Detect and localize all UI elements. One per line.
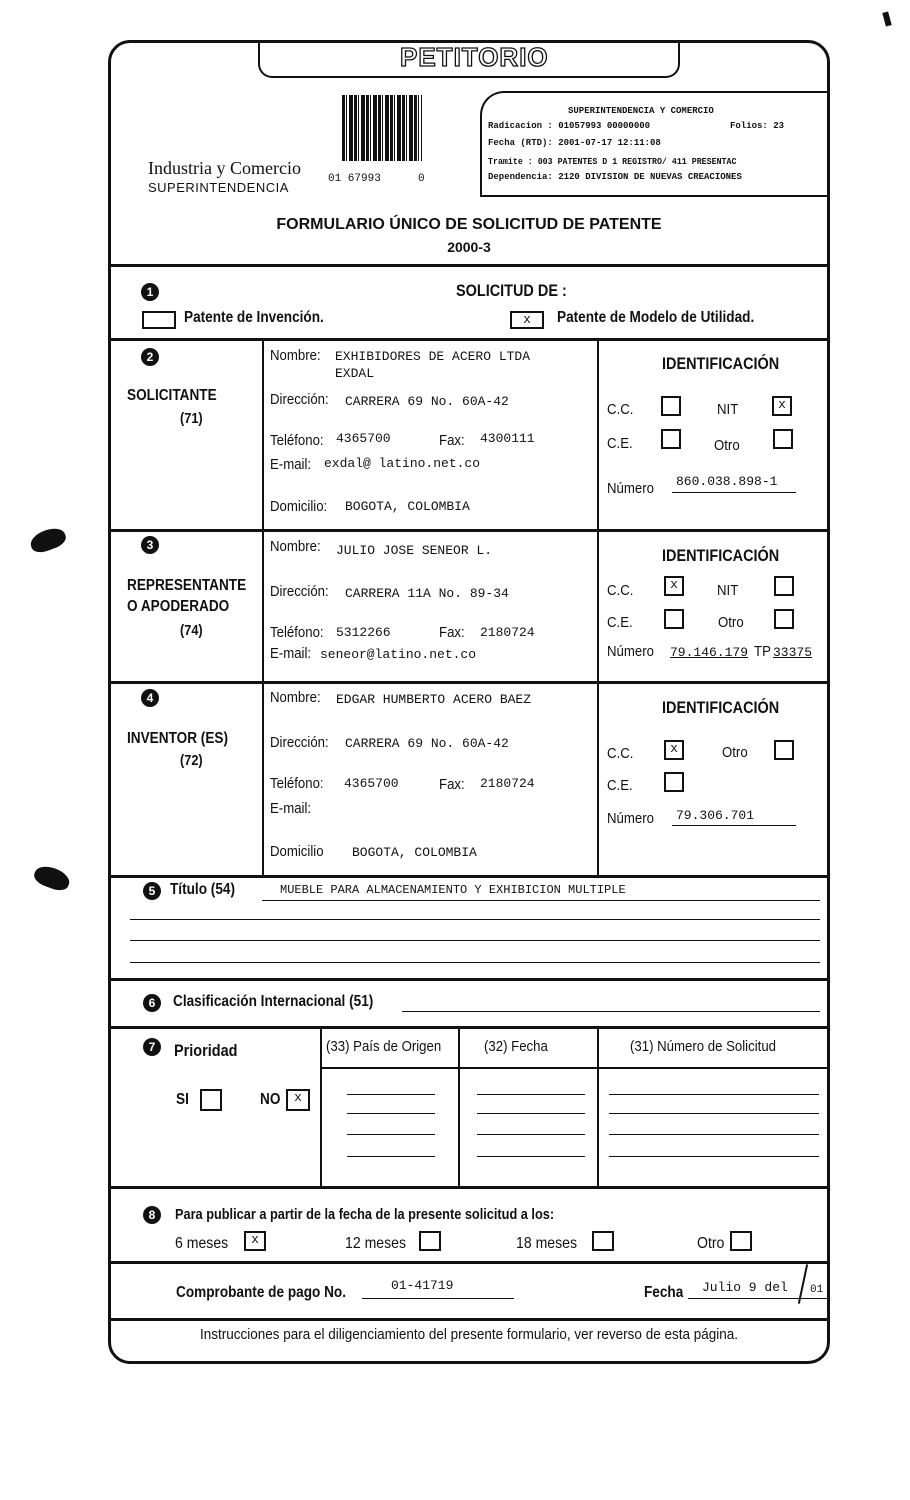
stamp-line-3: Fecha (RTD): 2001-07-17 12:11:08 [488, 138, 661, 148]
s2-otro-checkbox[interactable] [773, 429, 793, 449]
s4-cc-checkbox[interactable]: x [664, 740, 684, 760]
s2-email: exdal@ latino.net.co [324, 456, 481, 471]
s7-fecha-line-1 [477, 1094, 585, 1095]
s2-cc-label: C.C. [607, 401, 634, 418]
section-4-number: 4 [141, 689, 159, 707]
s4-otro-label: Otro [722, 744, 748, 761]
fecha-line [688, 1298, 828, 1299]
s2-fax: 4300111 [480, 431, 535, 446]
divider-s3 [108, 681, 830, 684]
corner-mark [882, 11, 891, 26]
section-8-number: 8 [143, 1206, 161, 1224]
s4-domicilio: BOGOTA, COLOMBIA [352, 845, 477, 860]
org-name: Industria y Comercio [148, 158, 301, 178]
representante-code: (74) [180, 622, 203, 639]
s3-direccion-label: Dirección: [270, 583, 329, 600]
s2-email-label: E-mail: [270, 456, 312, 473]
opt-otro-label: Otro [697, 1235, 725, 1252]
s7-col-1 [320, 1028, 322, 1186]
footer-instructions: Instrucciones para el diligenciamiento del presente formulario, ver reverso de esta página. [199, 1326, 739, 1343]
s3-telefono: 5312266 [336, 625, 391, 640]
s3-otro-label: Otro [718, 614, 744, 631]
s3-nit-label: NIT [717, 582, 739, 599]
s2-nombre-2: EXDAL [335, 366, 375, 381]
modelo-utilidad-label: Patente de Modelo de Utilidad. [557, 309, 755, 326]
divider-s5 [108, 978, 830, 981]
s2-id-title: IDENTIFICACIÓN [662, 354, 780, 373]
section-1-title: SOLICITUD DE : [456, 281, 567, 300]
s7-pais-line-2 [347, 1113, 435, 1114]
form-code: 2000-3 [447, 239, 491, 255]
s3-nit-checkbox[interactable] [774, 576, 794, 596]
divider-payment [108, 1318, 830, 1321]
opt-18-meses-label: 18 meses [516, 1235, 578, 1252]
s4-fax-label: Fax: [439, 776, 465, 793]
page-title: PETITORIO [400, 42, 549, 72]
titulo-label: Título (54) [170, 881, 235, 898]
opt-12-meses-checkbox[interactable] [419, 1231, 441, 1251]
s7-pais-line-3 [347, 1134, 435, 1135]
s2-domicilio-label: Domicilio: [270, 498, 328, 515]
s3-email-label: E-mail: [270, 645, 312, 662]
s7-col-2 [458, 1028, 460, 1186]
s3-tp-label: TP [754, 643, 771, 660]
opt-18-meses-checkbox[interactable] [592, 1231, 614, 1251]
fecha-year: 01 [810, 1284, 824, 1296]
section-6-number: 6 [143, 994, 161, 1012]
titulo-line-1 [262, 900, 820, 901]
stamp-line-1: SUPERINTENDENCIA Y COMERCIO [568, 106, 714, 116]
s4-otro-checkbox[interactable] [774, 740, 794, 760]
stamp-line-5: Dependencia: 2120 DIVISION DE NUEVAS CREACIONES [488, 172, 742, 182]
s3-otro-checkbox[interactable] [774, 609, 794, 629]
s4-nombre: EDGAR HUMBERTO ACERO BAEZ [336, 692, 532, 707]
patente-invencion-label: Patente de Invención. [184, 309, 324, 326]
s3-nombre-label: Nombre: [270, 538, 321, 555]
s2-otro-label: Otro [714, 437, 740, 454]
modelo-utilidad-checkbox[interactable]: x [510, 311, 544, 329]
s2-direccion: CARRERA 69 No. 60A-42 [345, 394, 509, 409]
titulo-value: MUEBLE PARA ALMACENAMIENTO Y EXHIBICION MULTIPLE [280, 883, 626, 897]
divider-s7 [108, 1186, 830, 1189]
s7-header-line [320, 1067, 830, 1069]
s2-telefono: 4365700 [336, 431, 391, 446]
titulo-line-2 [130, 919, 820, 920]
s3-ce-label: C.E. [607, 614, 633, 631]
s4-telefono-label: Teléfono: [270, 775, 324, 792]
barcode-number: 01 67993 [328, 173, 381, 185]
s3-tp: 33375 [773, 645, 813, 660]
publicar-label: Para publicar a partir de la fecha de la presente solicitud a los: [175, 1206, 555, 1223]
barcode [342, 95, 422, 161]
opt-6-meses-checkbox[interactable]: x [244, 1231, 266, 1251]
s7-numero-line-1 [609, 1094, 819, 1095]
s2-numero-label: Número [607, 480, 654, 497]
patente-invencion-checkbox[interactable] [142, 311, 176, 329]
s4-nombre-label: Nombre: [270, 689, 321, 706]
s7-fecha-line-4 [477, 1156, 585, 1157]
s3-fax-label: Fax: [439, 624, 465, 641]
comprobante-line [362, 1298, 514, 1299]
prioridad-no-checkbox[interactable]: x [286, 1089, 310, 1111]
form-title: FORMULARIO ÚNICO DE SOLICITUD DE PATENTE [276, 216, 662, 233]
s3-numero-label: Número [607, 643, 654, 660]
s3-fax: 2180724 [480, 625, 535, 640]
s2-cc-checkbox[interactable] [661, 396, 681, 416]
s2-telefono-label: Teléfono: [270, 432, 324, 449]
stamp-folios: Folios: 23 [730, 121, 785, 131]
stamp-line-4: Tramite : 003 PATENTES D 1 REGISTRO/ 411 PRESENTAC [488, 157, 737, 167]
barcode-suffix: 0 [418, 173, 425, 185]
s4-fax: 2180724 [480, 776, 535, 791]
prioridad-si-label: SI [176, 1091, 189, 1108]
s2-nombre-label: Nombre: [270, 347, 321, 364]
s2-fax-label: Fax: [439, 432, 465, 449]
s7-numero-line-4 [609, 1156, 819, 1157]
s4-direccion: CARRERA 69 No. 60A-42 [345, 736, 509, 751]
opt-12-meses-label: 12 meses [345, 1235, 407, 1252]
comprobante-number: 01-41719 [391, 1278, 454, 1293]
divider-header [108, 264, 830, 267]
comprobante-label: Comprobante de pago No. [176, 1284, 346, 1301]
inventor-label: INVENTOR (ES) [127, 730, 229, 747]
col-fecha: (32) Fecha [484, 1038, 548, 1055]
s2-direccion-label: Dirección: [270, 391, 329, 408]
col-numero-solicitud: (31) Número de Solicitud [630, 1038, 777, 1055]
s2-ce-label: C.E. [607, 435, 633, 452]
representante-label: REPRESENTANTE [127, 577, 247, 594]
s3-ce-checkbox[interactable] [664, 609, 684, 629]
prioridad-no-label: NO [260, 1091, 281, 1108]
s4-numero-label: Número [607, 810, 654, 827]
s2-ce-checkbox[interactable] [661, 429, 681, 449]
divider-s1 [108, 338, 830, 341]
divider-s4 [108, 875, 830, 878]
prioridad-si-checkbox[interactable] [200, 1089, 222, 1111]
s2-nombre: EXHIBIDORES DE ACERO LTDA [335, 349, 531, 364]
col-pais-origen: (33) País de Origen [326, 1038, 442, 1055]
s4-ce-checkbox[interactable] [664, 772, 684, 792]
s2-nit-checkbox[interactable]: x [772, 396, 792, 416]
section-7-number: 7 [143, 1038, 161, 1056]
clasificacion-line [402, 1011, 820, 1012]
s7-pais-line-4 [347, 1156, 435, 1157]
scan-blot-top [28, 524, 69, 555]
apoderado-label: O APODERADO [127, 598, 230, 615]
s3-cc-checkbox[interactable]: x [664, 576, 684, 596]
opt-6-meses-label: 6 meses [175, 1235, 229, 1252]
s7-fecha-line-3 [477, 1134, 585, 1135]
s2-nit-label: NIT [717, 401, 739, 418]
s4-numero-line [672, 825, 796, 826]
s3-direccion: CARRERA 11A No. 89-34 [345, 586, 509, 601]
s3-cc-label: C.C. [607, 582, 634, 599]
org-sub: SUPERINTENDENCIA [148, 180, 289, 195]
s7-numero-line-2 [609, 1113, 819, 1114]
s7-fecha-line-2 [477, 1113, 585, 1114]
s4-direccion-label: Dirección: [270, 734, 329, 751]
s4-ce-label: C.E. [607, 777, 633, 794]
section-3-number: 3 [141, 536, 159, 554]
s3-id-title: IDENTIFICACIÓN [662, 546, 780, 565]
fecha-label: Fecha [644, 1284, 684, 1301]
titulo-line-4 [130, 962, 820, 963]
s3-nombre: JULIO JOSE SENEOR L. [336, 543, 493, 558]
col-divider-right [597, 340, 599, 876]
inventor-code: (72) [180, 752, 203, 769]
s4-numero: 79.306.701 [676, 808, 755, 823]
s4-cc-label: C.C. [607, 745, 634, 762]
section-5-number: 5 [143, 882, 161, 900]
stamp-line-2: Radicacion : 01057993 00000000 [488, 121, 651, 131]
divider-s2 [108, 529, 830, 532]
col-divider-left [262, 340, 264, 876]
titulo-line-3 [130, 940, 820, 941]
section-1-number: 1 [141, 283, 159, 301]
s3-telefono-label: Teléfono: [270, 624, 324, 641]
prioridad-label: Prioridad [174, 1041, 238, 1060]
clasificacion-label: Clasificación Internacional (51) [173, 993, 374, 1010]
s4-domicilio-label: Domicilio [270, 843, 324, 860]
s2-domicilio: BOGOTA, COLOMBIA [345, 499, 470, 514]
s2-numero: 860.038.898-1 [676, 474, 778, 489]
opt-otro-checkbox[interactable] [730, 1231, 752, 1251]
s7-numero-line-3 [609, 1134, 819, 1135]
fecha-value: Julio 9 del [702, 1280, 788, 1295]
s7-pais-line-1 [347, 1094, 435, 1095]
s2-numero-line [672, 492, 796, 493]
s7-col-3 [597, 1028, 599, 1186]
scan-blot-bottom [32, 862, 73, 893]
s4-email-label: E-mail: [270, 800, 312, 817]
s3-email: seneor@latino.net.co [320, 647, 477, 662]
s4-telefono: 4365700 [344, 776, 399, 791]
divider-s8 [108, 1261, 830, 1264]
section-2-number: 2 [141, 348, 159, 366]
divider-s6 [108, 1026, 830, 1029]
solicitante-label: SOLICITANTE [127, 387, 217, 404]
solicitante-code: (71) [180, 410, 203, 427]
s3-numero: 79.146.179 [670, 645, 749, 660]
s4-id-title: IDENTIFICACIÓN [662, 698, 780, 717]
